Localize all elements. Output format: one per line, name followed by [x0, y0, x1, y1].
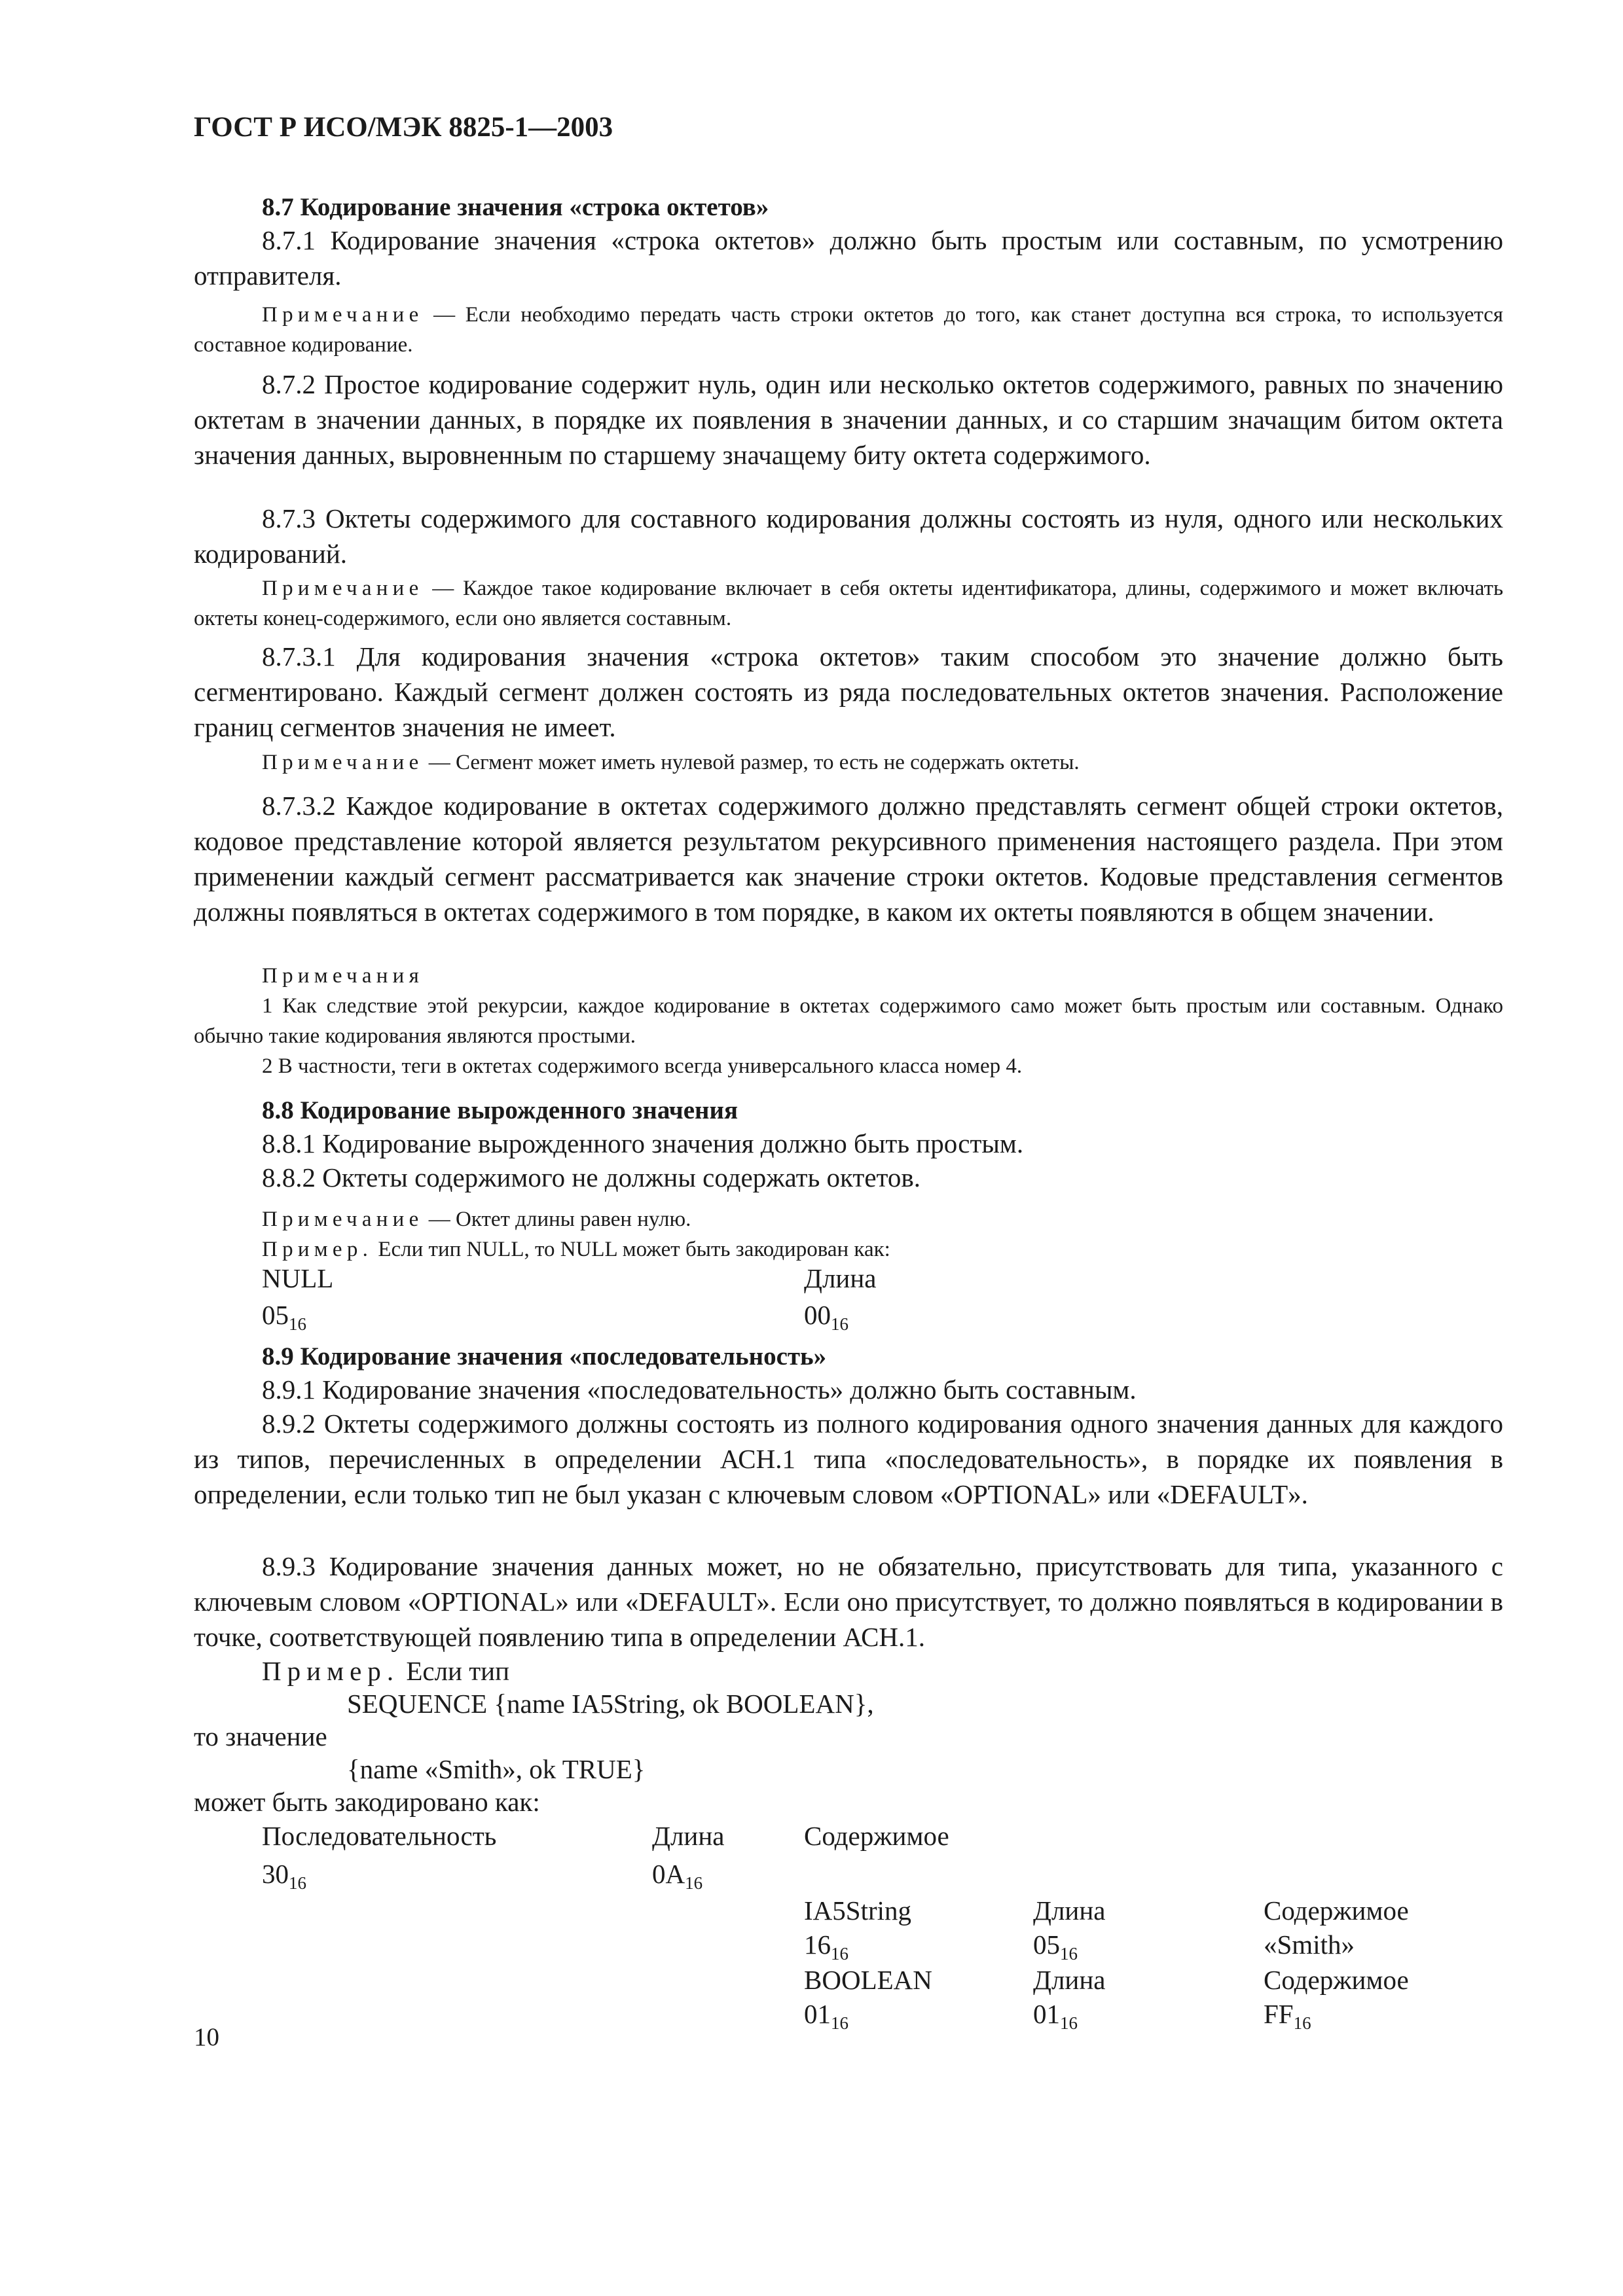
contents-column-head: Содержимое: [804, 1821, 949, 1851]
boolean-length-value: $01_{16}$: [1033, 1999, 1078, 2033]
note-label: Примечание: [262, 303, 424, 327]
notes-label: Примечания: [262, 964, 424, 988]
ia5string-length-value: $05_{16}$: [1033, 1929, 1078, 1964]
note-8-7-3-1: [194, 747, 1503, 778]
note-text: — Октет длины равен нулю.: [423, 1208, 691, 1231]
paragraph-8-9-1: 8.9.1 Кодирование значения «последовательность» должно быть составным.: [262, 1374, 1137, 1405]
note-8-8: [194, 1204, 1503, 1234]
notes-item-2: 2 В частности, теги в октетах содержимого всегда универсального класса номер 4.: [262, 1054, 1023, 1078]
note-label: Примечание: [262, 1208, 424, 1231]
ia5string-contents-head: Содержимое: [1264, 1895, 1409, 1926]
note-text: — Каждое такое кодирование включает в себя октеты идентификатора, длины, содержимого и может включать октеты конец-содержимого, если оно является составным.: [194, 577, 1503, 630]
note-8-7-3: [194, 573, 1503, 634]
boolean-head: BOOLEAN: [804, 1965, 932, 1995]
boolean-tag-value: $01_{16}$: [804, 1999, 848, 2033]
boolean-contents-head: Содержимое: [1264, 1965, 1409, 1995]
paragraph-8-7-2: 8.7.2 Простое кодирование содержит нуль, один или несколько октетов содержимого, равных по значению октетам в значении данных, в порядке их появления в значении данных, и со старшим значащим битом октета значения данных, выровненным по старшему значащему биту октета содержимого.: [194, 369, 1503, 470]
note-label: Примечание: [262, 577, 424, 600]
page-number: 10: [194, 2023, 219, 2051]
paragraph-8-7-3-1: 8.7.3.1 Для кодирования значения «строка октетов» таким способом это значение должно быть сегментировано. Каждый сегмент должен состоять из ряда последовательных октетов значения. Расположение границ сегментов значения не имеет.: [194, 641, 1503, 742]
notes-item-1: 1 Как следствие этой рекурсии, каждое кодирование в октетах содержимого само может быть простым или составным. Однако обычно такие кодирования являются простыми.: [194, 994, 1503, 1048]
example-label: Пример.: [262, 1238, 373, 1261]
note-text: — Если необходимо передать часть строки октетов до того, как станет доступна вся строка, то используется составное кодирование.: [194, 303, 1503, 357]
note-text: — Сегмент может иметь нулевой размер, то есть не содержать октеты.: [423, 751, 1080, 774]
null-value: $05_{16}$: [262, 1300, 306, 1334]
section-8-9-heading: 8.9 Кодирование значения «последовательность»: [262, 1342, 827, 1371]
paragraph-8-9-2: 8.9.2 Октеты содержимого должны состоять из полного кодирования одного значения данных для каждого из типов, перечисленных в определении АСН.1 типа «последовательность», в порядке их появления в определении, если только тип не был указан с ключевым словом «OPTIONAL» или «DEFAULT».: [194, 1408, 1503, 1509]
may-encode-text: может быть закодировано как:: [194, 1787, 540, 1817]
example-text: Если тип: [399, 1656, 510, 1686]
null-column-head: NULL: [262, 1263, 334, 1293]
note-8-7-1: [194, 300, 1503, 360]
document-header: ГОСТ Р ИСО/МЭК 8825-1—2003: [194, 112, 613, 143]
sequence-length-value: $0A_{16}$: [652, 1859, 703, 1893]
then-value-text: то значение: [194, 1721, 327, 1751]
example-8-9: [194, 1653, 1503, 1689]
ia5string-tag-value: $16_{16}$: [804, 1929, 848, 1964]
paragraph-8-7-3-2: 8.7.3.2 Каждое кодирование в октетах содержимого должно представлять сегмент общей строки октетов, кодовое представление которой является результатом рекурсивного применения настоящего раздела. При этом применении каждый сегмент рассматривается как значение строки октетов. Кодовые представления сегментов должны появляться в октетах содержимого в том порядке, в каком их октеты появляются в общем значении.: [194, 791, 1503, 927]
sequence-column-head: Последовательность: [262, 1821, 497, 1851]
ia5string-head: IA5String: [804, 1895, 911, 1926]
boolean-length-head: Длина: [1033, 1965, 1106, 1995]
paragraph-8-8-2: 8.8.2 Октеты содержимого не должны содержать октетов.: [262, 1162, 921, 1193]
length-column-head: Длина: [652, 1821, 725, 1851]
section-8-8-heading: 8.8 Кодирование вырожденного значения: [262, 1096, 739, 1124]
ia5string-contents-value: «Smith»: [1264, 1929, 1355, 1960]
paragraph-8-9-3: 8.9.3 Кодирование значения данных может, но не обязательно, присутствовать для типа, указанного с ключевым словом «OPTIONAL» или «DEFAULT». Если оно присутствует, то должно появляться в кодировании в точке, соответствующей появлению типа в определении АСН.1.: [194, 1551, 1503, 1652]
asn1-type-definition: SEQUENCE {name IA5String, ok BOOLEAN},: [347, 1689, 874, 1719]
boolean-contents-value: $FF_{16}$: [1264, 1999, 1311, 2033]
length-value: $00_{16}$: [804, 1300, 848, 1334]
ia5string-length-head: Длина: [1033, 1895, 1106, 1926]
paragraph-8-7-1: 8.7.1 Кодирование значения «строка октетов» должно быть простым или составным, по усмотрению отправителя.: [194, 225, 1503, 291]
length-column-head: Длина: [804, 1263, 877, 1293]
example-text: Если тип NULL, то NULL может быть закодирован как:: [373, 1238, 890, 1261]
asn1-value: {name «Smith», ok TRUE}: [347, 1754, 646, 1784]
example-label: Пример.: [262, 1656, 400, 1686]
sequence-tag-value: $30_{16}$: [262, 1859, 306, 1893]
paragraph-8-8-1: 8.8.1 Кодирование вырожденного значения должно быть простым.: [262, 1128, 1024, 1158]
paragraph-8-7-3: 8.7.3 Октеты содержимого для составного кодирования должны состоять из нуля, одного или нескольких кодирований.: [194, 503, 1503, 569]
section-8-7-heading: 8.7 Кодирование значения «строка октетов»: [262, 193, 769, 221]
note-label: Примечание: [262, 751, 424, 774]
